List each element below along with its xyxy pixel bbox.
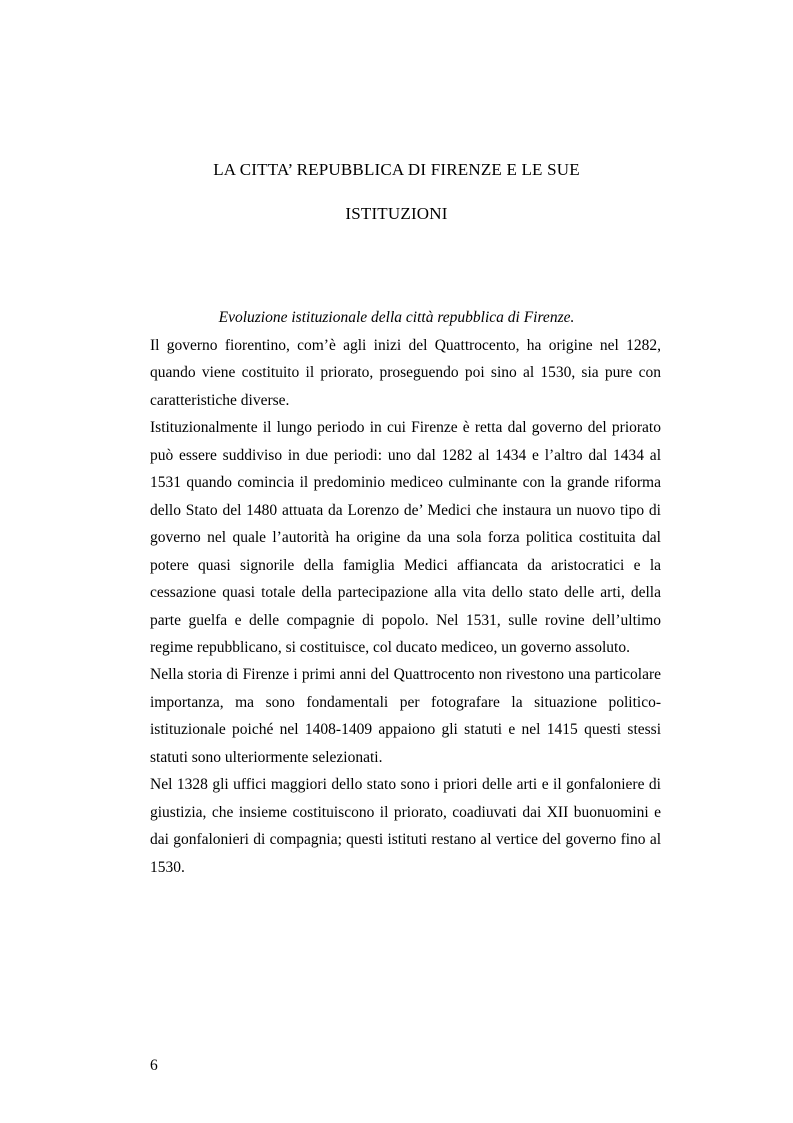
section-heading: Evoluzione istituzionale della città repubblica di Firenze.	[218, 309, 575, 326]
body-text	[150, 332, 661, 881]
page-title-line-2: ISTITUZIONI	[345, 204, 448, 223]
page-title-line-1: LA CITTA’ REPUBBLICA DI FIRENZE E LE SUE	[213, 160, 580, 179]
paragraph: Istituzionalmente il lungo periodo in cui Firenze è retta dal governo del priorato può essere suddiviso in due periodi: uno dal 1282 al 1434 e l’altro dal 1434 al 1531 quando comincia il predominio mediceo culminante con la grande riforma dello Stato del 1480 attuata da Lorenzo de’ Medici che instaura un nuovo tipo di governo nel quale l’autorità ha origine da una sola forza politica costituita dal potere quasi signorile della famiglia Medici affiancata da aristocratici e la cessazione quasi totale della partecipazione alla vita dello stato delle arti, della parte guelfa e delle compagnie di popolo. Nel 1531, sulle rovine dell’ultimo regime repubblicano, si costituisce, col ducato mediceo, un governo assoluto.	[150, 419, 661, 656]
paragraph: Il governo fiorentino, com’è agli inizi del Quattrocento, ha origine nel 1282, quando viene costituito il priorato, proseguendo poi sino al 1530, sia pure con caratteristiche diverse.	[150, 337, 661, 409]
page-number: 6	[150, 1057, 158, 1074]
paragraph: Nel 1328 gli uffici maggiori dello stato sono i priori delle arti e il gonfaloniere di giustizia, che insieme costituiscono il priorato, coadiuvati dai XII buonuomini e dai gonfalonieri di compagnia; questi istituti restano al vertice del governo fino al 1530.	[150, 776, 661, 876]
paragraph: Nella storia di Firenze i primi anni del Quattrocento non rivestono una particolare importanza, ma sono fondamentali per fotografare la situazione politico-istituzionale poiché nel 1408-1409 appaiono gli statuti e nel 1415 questi stessi statuti sono ulteriormente selezionati.	[150, 666, 661, 766]
